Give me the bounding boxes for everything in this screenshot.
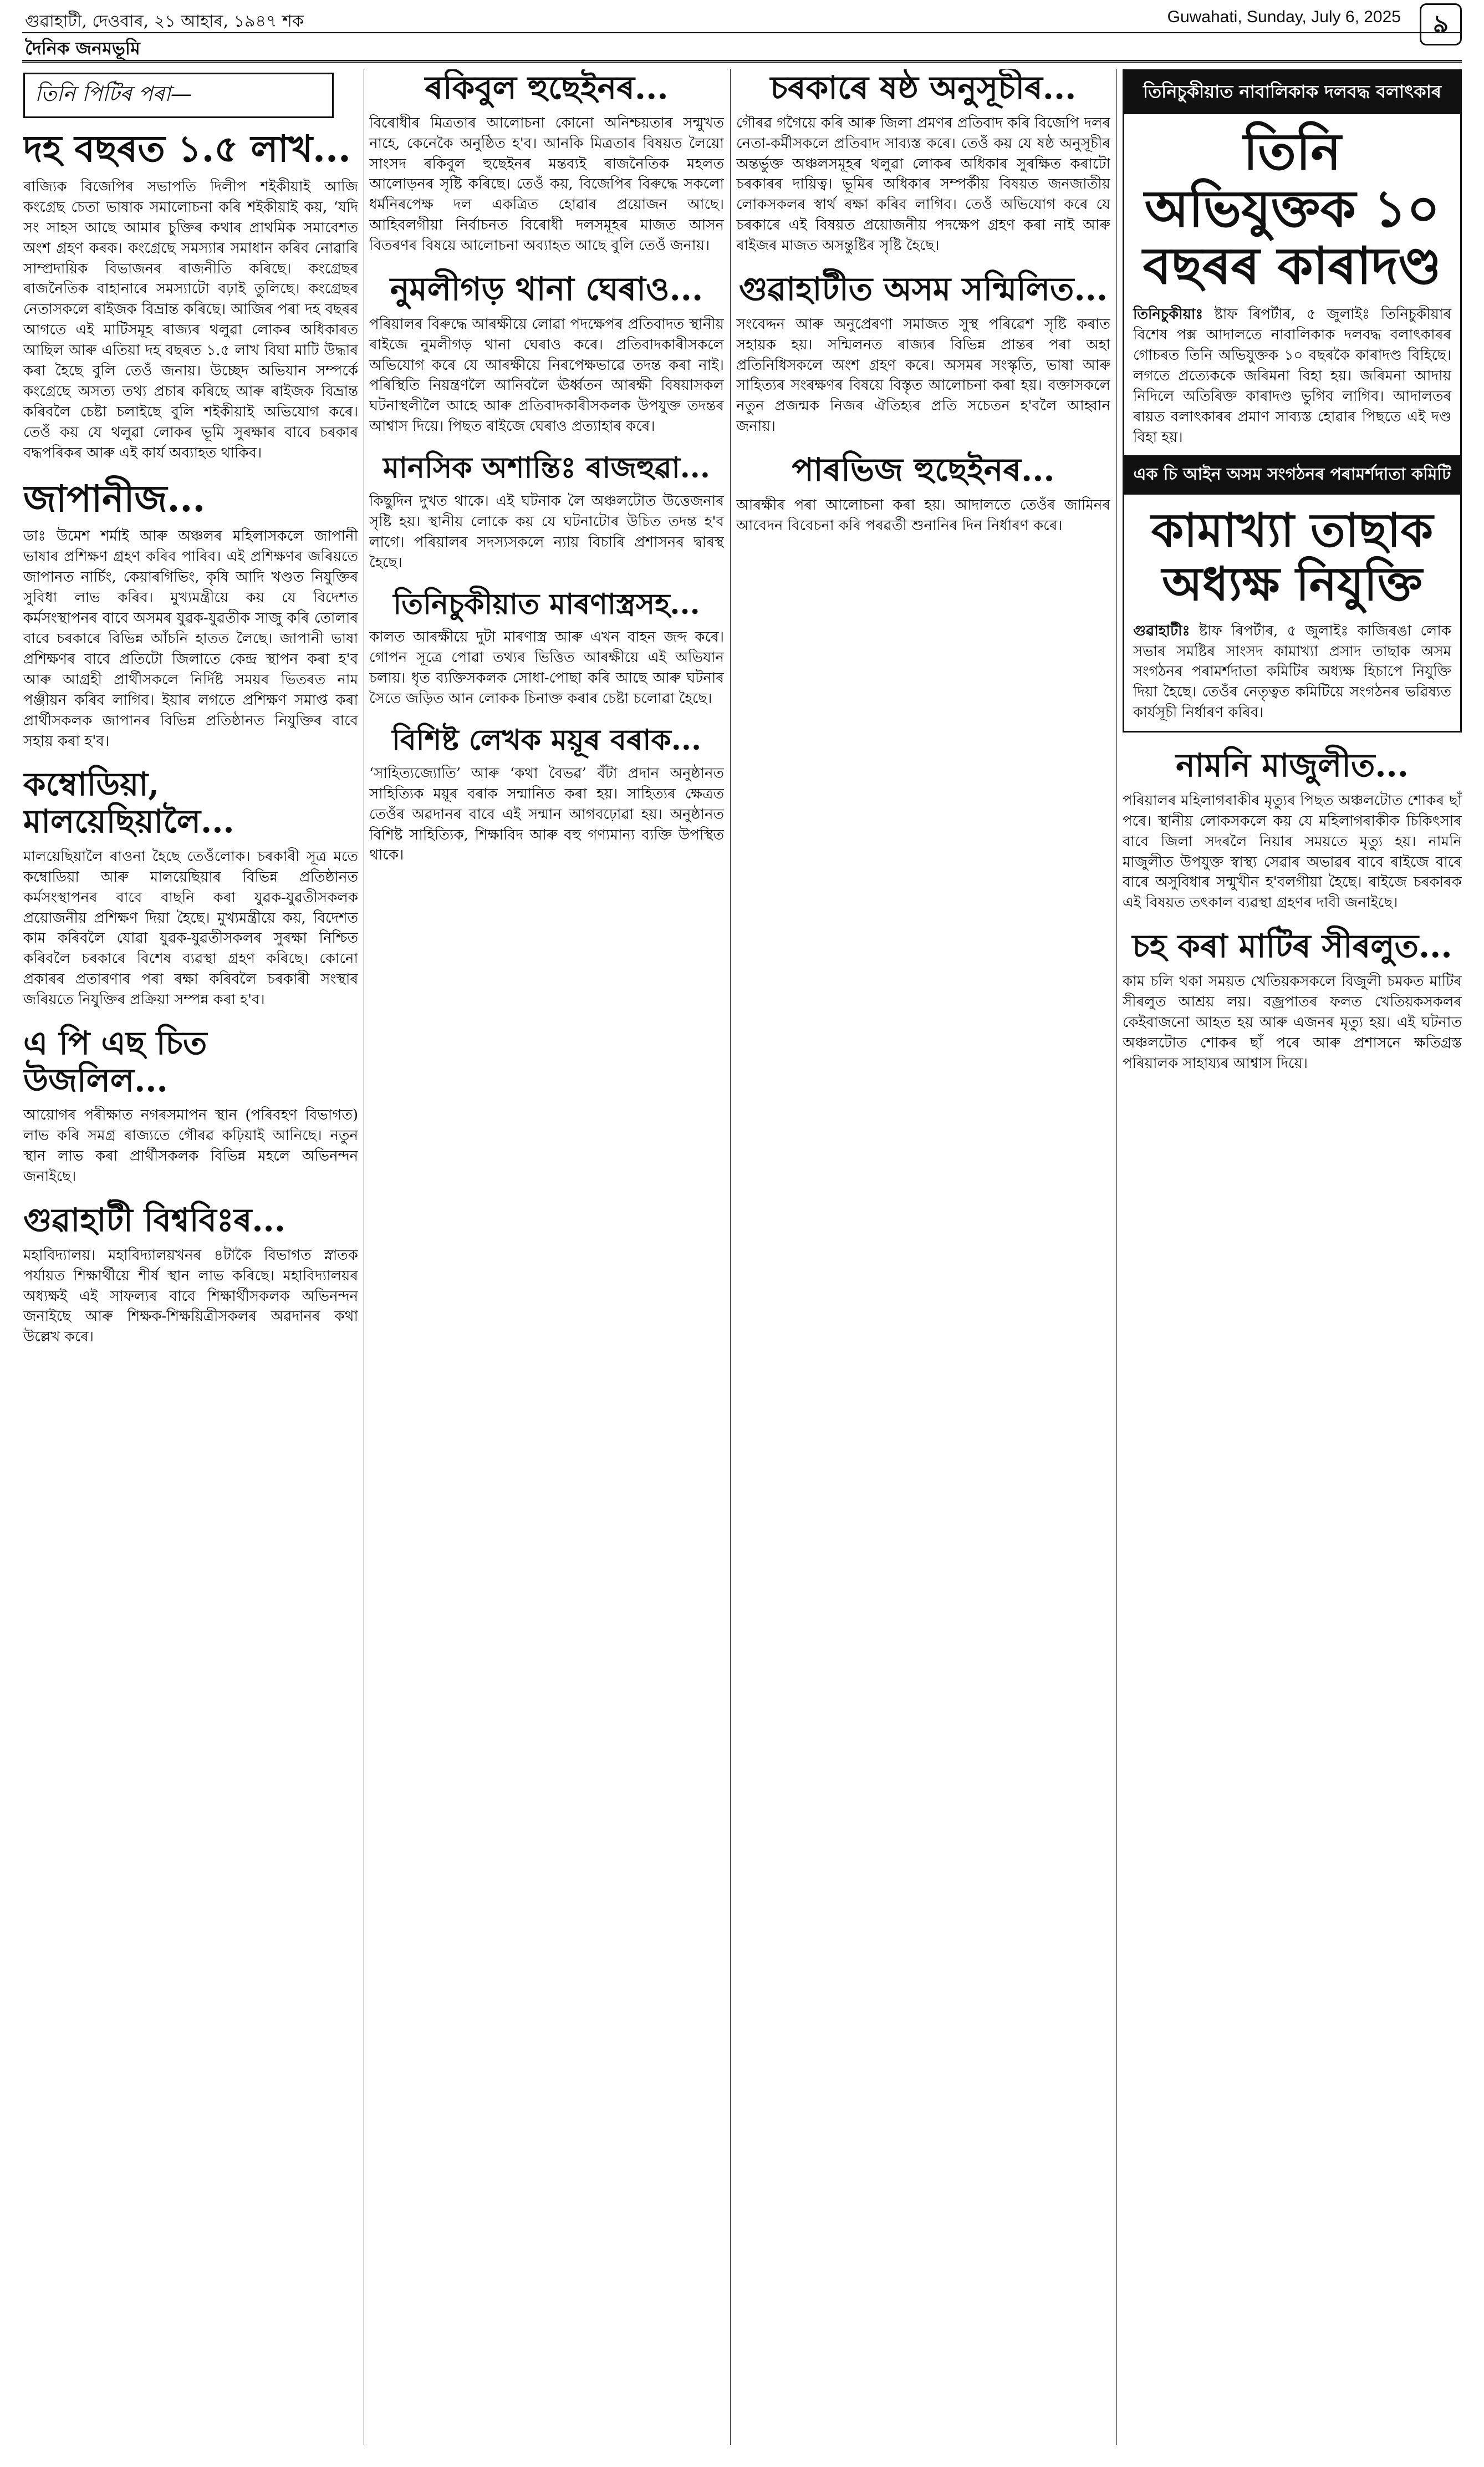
column-3 [736,69,1110,2445]
headline: এ পি এছ চিত উজলিল... [23,1024,207,1099]
page-header [0,0,1484,67]
column-divider [730,69,731,2445]
article-body: সংবেদ্দন আৰু অনুপ্ৰেৰণা সমাজত সুস্থ পৰিৱেশ সৃষ্টি কৰাত সহায়ক হয়। সন্মিলনত ৰাজ্যৰ বিভিন্ন প্ৰান্তৰ পৰা অহা প্ৰতিনিধিসকলে অংশ গ্ৰহণ কৰে। অসমৰ সংস্কৃতি, ভাষা আৰু সাহিত্যৰ সংৰক্ষণৰ বিষয়ে বিস্তৃত আলোচনা কৰা হয়। বক্তাসকলে নতুন প্ৰজন্মক নিজৰ ঐতিহ্যৰ প্ৰতি সচেতন হ'বলৈ আহ্বান জনায়। [736,316,1110,435]
article-body: বিৰোধীৰ মিত্ৰতাৰ আলোচনা কোনো অনিশ্চয়তাৰ সন্মুখত নাহে, কেনেকৈ অনুষ্ঠিত হ'ব। আনকি মিত্ৰতাৰ বিষয়ত লৈয়ো সাংসদ ৰকিবুল হুছেইনৰ মন্তব্যই ৰাজনৈতিক মহলত আলোড়নৰ সৃষ্টি কৰিছে। তেওঁ কয়, বিজেপিৰ বিৰুদ্ধে সকলো ধৰ্মনিৰপেক্ষ দল একত্ৰিত হোৱাৰ প্ৰয়োজন আছে। আহিবলগীয়া নিৰ্বাচনত বিৰোধী দলসমূহৰ মাজত আসন বিতৰণৰ বিষয়ে আলোচনা অব্যাহত আছে বুলি তেওঁ জনায়। [369,114,724,255]
headline: গুৱাহাটী বিশ্ববিঃৰ... [23,1201,285,1239]
article-body: আয়োগৰ পৰীক্ষাত নগৰসমাপন স্থান (পৰিবহণ বিভাগত) লাভ কৰি সমগ্ৰ ৰাজ্যতে গৌৰৱ কঢ়িয়াই আনিছে। নতুন স্থান লাভ কৰা প্ৰাৰ্থীসকলক বিভিন্ন মহলে অভিনন্দন জনাইছে। [23,1107,358,1186]
article-sixth-schedule [736,69,1110,256]
headline: চহ কৰা মাটিৰ সীৰলুত... [1132,927,1452,965]
article-body: পৰিয়ালৰ মহিলাগৰাকীৰ মৃত্যুৰ পিছত অঞ্চলটোত শোকৰ ছাঁ পৰে। স্থানীয় লোকসকলে কয় যে মহিলাগৰাকীক চিকিৎসাৰ বাবে জিলা সদৰলৈ নিয়াৰ সময়তে মৃত্যু হয়। নামনি মাজুলীত উপযুক্ত স্বাস্থ্য সেৱাৰ অভাৱৰ বাবে ৰাইজে বাৰে বাৰে অসুবিধাৰ সন্মুখীন হ'বলগীয়া হৈছে। ৰাইজে চৰকাৰক এই বিষয়ত তৎকাল ব্যৱস্থা গ্ৰহণৰ দাবী জনাইছে। [1123,792,1462,912]
article-gauhati-university [23,1202,358,1347]
box-strapline: তিনিচুকীয়াত নাবালিকাক দলবদ্ধ বলাৎকাৰ [1124,71,1460,114]
article-body: ৰাজ্যিক বিজেপিৰ সভাপতি দিলীপ শইকীয়াই আজি কংগ্ৰেছ চেতা ভাষাক সমালোচনা কৰি শইকীয়াই কয়, ‘যদি সং সাহস আছে আমাৰ চুক্তিৰ কথাৰ প্ৰাথমিক সমাবেশত অংশ গ্ৰহণ কৰক। কংগ্ৰেছে সমস্যাৰ সমাধান কৰিব নোৱাৰি সাম্প্ৰদায়িক বিভাজনৰ ৰাজনীতি কৰিছে। কংগ্ৰেছৰ ৰাজনৈতিক বাহানাৰে সমস্যাটো বঢ়াই তুলিছে। কংগ্ৰেছৰ নেতাসকলে ৰাইজক বিভ্ৰান্ত কৰিছে। আজিৰ পৰা দহ বছৰৰ আগতে এই মাটিসমূহ ৰাজ্যৰ থলুৱা লোকৰ অধিকাৰত আছিল আৰু এতিয়া দহ বছৰত ১.৫ লাখ বিঘা মাটি উদ্ধাৰ কৰা হৈছে বুলি তেওঁ জনায়। উচ্ছেদ অভিযান সম্পৰ্কে কংগ্ৰেছে অসত্য তথ্য প্ৰচাৰ কৰিছে আৰু ৰাইজক বিভ্ৰান্ত কৰিবলৈ চেষ্টা চলাইছে বুলি শইকীয়াই অভিযোগ কৰে। তেওঁ কয় যে থলুৱা লোকৰ ভূমি সুৰক্ষাৰ বাবে চৰকাৰ বদ্ধপৰিকৰ আৰু এই কাৰ্য অব্যাহত থাকিব। [23,178,358,461]
column-4 [1123,69,1462,2445]
headline: দহ বছৰত ১.৫ লাখ... [23,127,351,170]
article-body: কালত আৰক্ষীয়ে দুটা মাৰণাস্ত্ৰ আৰু এখন বাহন জব্দ কৰে। গোপন সূত্ৰে পোৱা তথ্যৰ ভিত্তিত আৰক্ষীয়ে এই অভিযান চলায়। ধৃত ব্যক্তিসকলক সোধা-পোছা কৰি আছে আৰু ঘটনাৰ সৈতে জড়িত আন লোকক চিনাক্ত কৰাৰ চেষ্টা চলোৱা হৈছে। [369,629,724,708]
article-body: কাম চলি থকা সময়ত খেতিয়কসকলে বিজুলী চমকত মাটিৰ সীৰলুত আশ্ৰয় লয়। বজ্ৰপাতৰ ফলত খেতিয়কসকলৰ কেইবাজনো আহত হয় আৰু এজনৰ মৃত্যু হয়। এই ঘটনাত অঞ্চলটোত শোকৰ ছাঁ পৰে আৰু প্ৰশাসনে ক্ষতিগ্ৰস্ত পৰিয়ালক সাহায্যৰ আশ্বাস দিয়ে। [1123,973,1462,1072]
headline: গুৱাহাটীত অসম সন্মিলিত... [738,270,1108,308]
article-lower-majuli [1123,747,1462,913]
dateline-assamese: গুৱাহাটী, দেওবাৰ, ২১ আহাৰ, ১৯৪৭ শক [25,12,304,31]
headline: নামনি মাজুলীত... [1176,746,1409,785]
headline: বিশিষ্ট লেখক ময়ূৰ বৰাক... [391,723,702,757]
article-parvez-hussain [736,451,1110,536]
article-body: ‘সাহিত্যজ্যোতি’ আৰু ‘কথা বৈভৱ’ বঁটা প্ৰদান অনুষ্ঠানত সাহিত্যিক ময়ূৰ বৰাক সন্মানিত কৰা হয়। সাহিত্যৰ ক্ষেত্ৰত তেওঁৰ অৱদানৰ বাবে এই সন্মান আগবঢ়োৱা হয়। অনুষ্ঠানত বিশিষ্ট সাহিত্যিক, শিক্ষাবিদ আৰু বহু গণ্যমান্য ব্যক্তি উপস্থিত থাকে। [369,765,724,864]
headline: জাপানীজ... [23,476,206,520]
article-writer-mayur-bora [369,724,724,866]
box-body [1133,304,1451,447]
column-divider [1116,69,1117,2445]
headline: মানসিক অশান্তিঃ ৰাজহুৱা... [383,451,711,485]
header-rule [22,32,1462,33]
headline: চৰকাৰে ষষ্ঠ অনুসূচীৰ... [770,69,1077,106]
article-cambodia-malaysia [23,766,358,1010]
box-body [1133,621,1451,724]
headline: কম্বোডিয়া, মালয়েছিয়ালৈ... [23,765,234,841]
page-number: ৯ [1420,3,1462,45]
box-body-text: ষ্টাফ ৰিপৰ্টাৰ, ৫ জুলাইঃ কাজিৰঙা লোক সভাৰ সমষ্টিৰ সাংসদ কামাখ্যা প্ৰসাদ তাছাক অসম সংগঠনৰ পৰামৰ্শদাতা কমিটিৰ অধ্যক্ষ হিচাপে নিযুক্তি দিয়া হৈছে। তেওঁৰ নেতৃত্বত কমিটিয়ে সংগঠনৰ ভৱিষ্যত কাৰ্যসূচী নিৰ্ধাৰণ কৰিব। [1133,622,1451,721]
box-headline: কামাখ্যা তাছাক অধ্যক্ষ নিযুক্তি [1151,502,1434,612]
column-1 [23,69,358,2445]
dateline-lead: তিনিচুকীয়াঃ [1133,306,1203,323]
article-lightning-field [1123,928,1462,1074]
article-body: মালয়েছিয়ালৈ ৰাওনা হৈছে তেওঁলোক। চৰকাৰী সূত্ৰ মতে কম্বোডিয়া আৰু মালয়েছিয়াৰ বিভিন্ন প্ৰতিষ্ঠানত কৰ্মসংস্থাপনৰ বাবে বাছনি কৰা যুৱক-যুৱতীসকলক প্ৰয়োজনীয় প্ৰশিক্ষণ দিয়া হৈছে। মুখ্যমন্ত্ৰীয়ে কয়, বিদেশত কাম কৰিবলৈ যোৱা যুৱক-যুৱতীসকলৰ সুৰক্ষা নিশ্চিত কৰিবলৈ চৰকাৰে বিশেষ ব্যৱস্থা গ্ৰহণ কৰিছে। কোনো প্ৰকাৰৰ প্ৰতাৰণাৰ পৰা ৰক্ষা কৰিবলৈ চৰকাৰী সংস্থাৰ জৰিয়তে নিযুক্তিৰ প্ৰক্ৰিয়া সম্পন্ন কৰা হ'ব। [23,848,358,1009]
article-body: পৰিয়ালৰ বিৰুদ্ধে আৰক্ষীয়ে লোৱা পদক্ষেপৰ প্ৰতিবাদত স্থানীয় ৰাইজে নুমলীগড় থানা ঘেৰাও কৰে। প্ৰতিবাদকাৰীসকলে অভিযোগ কৰে যে আৰক্ষীয়ে নিৰপেক্ষভাৱে তদন্ত কৰা নাই। পৰিস্থিতি নিয়ন্ত্ৰণলৈ আনিবলৈ ঊৰ্ধ্বতন আৰক্ষী বিষয়াসকল ঘটনাস্থলীলৈ আহে আৰু প্ৰতিবাদকাৰীসকলক উপযুক্ত তদন্তৰ আশ্বাস দিয়ে। পিছত ৰাইজে ঘেৰাও প্ৰত্যাহাৰ কৰে। [369,316,724,435]
article-numaligarh-gherao [369,271,724,437]
article-land-recovery [23,128,358,464]
article-aps-exam [23,1025,358,1187]
box-headline: তিনি অভিযুক্তক ১০ বছৰৰ কাৰাদণ্ড [1143,121,1442,296]
dateline-lead: গুৱাহাটীঃ [1133,622,1190,639]
column-2 [369,69,724,2445]
article-body: ডাঃ উমেশ শৰ্মাই আৰু অঞ্চলৰ মহিলাসকলে জাপানী ভাষাৰ প্ৰশিক্ষণ গ্ৰহণ কৰিব পাৰিব। এই প্ৰশিক্ষণৰ জৰিয়তে জাপানত নাৰ্চিং, কেয়াৰগিভিং, কৃষি আদি খণ্ডত নিযুক্তিৰ সুবিধা লাভ কৰিব। মুখ্যমন্ত্ৰীয়ে কয় যে বিদেশত কৰ্মসংস্থাপনৰ বাবে অসমৰ যুৱক-যুৱতীক সাজু কৰি তোলাৰ বাবে চৰকাৰে বিভিন্ন আঁচনি হাতত লৈছে। জাপানী ভাষা প্ৰশিক্ষণৰ বাবে প্ৰতিটো জিলাতে কেন্দ্ৰ স্থাপন কৰা হ'ব আৰু আগ্ৰহী প্ৰাৰ্থীসকলে নিৰ্দিষ্ট সময়ৰ ভিতৰত নাম পঞ্জীয়ন কৰিব লাগিব। ইয়াৰ লগতে প্ৰশিক্ষণ সমাপ্ত কৰা প্ৰাৰ্থীসকলক জাপানৰ বিভিন্ন প্ৰতিষ্ঠানত নিযুক্তিৰ বাবে সহায় কৰা হ'ব। [23,528,358,750]
section-kicker: তিনি পিটিৰ পৰা— [23,73,334,118]
box-body-text: ষ্টাফ ৰিপৰ্টাৰ, ৫ জুলাইঃ তিনিচুকীয়াৰ বিশেষ পক্স আদালতে নাবালিকাক দলবদ্ধ বলাৎকাৰৰ গোচৰত তিনি অভিযুক্তক ১০ বছৰকৈ কাৰাদণ্ড বিহিছে। লগতে প্ৰত্যেককে জৰিমনা বিহা হয়। জৰিমনা আদায় নিদিলে অতিৰিক্ত কাৰাদণ্ড ভুগিব লাগিব। আদালতৰ ৰায়ত বলাৎকাৰৰ প্ৰমাণ সাব্যস্ত হোৱাৰ পিছতে এই দণ্ড বিহা হয়। [1133,306,1451,446]
article-body: কিছুদিন দুখত থাকে। এই ঘটনাক লৈ অঞ্চলটোত উত্তেজনাৰ সৃষ্টি হয়। স্থানীয় লোকে কয় যে ঘটনাটোৰ উচিত তদন্ত হ'ব লাগে। পৰিয়ালৰ সদস্যসকলে ন্যায় বিচাৰি প্ৰশাসনৰ দ্বাৰস্থ হৈছে। [369,492,724,571]
header-double-rule [22,60,1462,63]
headline: ৰকিবুল হুছেইনৰ... [425,69,669,106]
article-body: গৌৰৱ গগৈয়ে কৰি আৰু জিলা প্ৰমণৰ প্ৰতিবাদ কৰি বিজেপি দলৰ নেতা-কৰ্মীসকলে প্ৰতিবাদ সাব্যস্ত কৰে। তেওঁ কয় যে ষষ্ঠ অনুসূচীৰ অন্তৰ্ভুক্ত অঞ্চলসমূহৰ থলুৱা লোকৰ অধিকাৰ সুৰক্ষিত কৰাটো চৰকাৰৰ দায়িত্ব। ভূমিৰ অধিকাৰ সম্পৰ্কীয় বিষয়ত জনজাতীয় লোকসকলৰ স্বাৰ্থ ৰক্ষা কৰিব লাগিব। তেওঁ অভিযোগ কৰে যে চৰকাৰে এই বিষয়ত প্ৰয়োজনীয় পদক্ষেপ গ্ৰহণ কৰা নাই আৰু ৰাইজৰ মাজত অসন্তুষ্টিৰ সৃষ্টি হৈছে। [736,114,1110,255]
article-mental-distress [369,451,724,573]
headline: পাৰভিজ হুছেইনৰ... [792,451,1055,489]
article-rakibul-hussain [369,69,724,256]
paper-name: দৈনিক জনমভূমি [25,38,140,59]
headline: নুমলীগড় থানা ঘেৰাও... [390,270,703,308]
article-tinsukia-weapons [369,588,724,709]
headline: তিনিচুকীয়াত মাৰণাস্ত্ৰসহ... [393,587,700,621]
article-assam-conference [736,271,1110,437]
boxed-story-verdict [1123,69,1462,733]
article-body: আৰক্ষীৰ পৰা আলোচনা কৰা হয়। আদালতে তেওঁৰ জামিনৰ আবেদন বিবেচনা কৰি পৰৱৰ্তী শুনানিৰ দিন নিৰ্ধাৰণ কৰে। [736,496,1110,534]
article-body: মহাবিদ্যালয়। মহাবিদ্যালয়খনৰ ৪টাকৈ বিভাগত স্নাতক পৰ্যায়ত শিক্ষাৰ্থীয়ে শীৰ্ষ স্থান লাভ কৰিছে। মহাবিদ্যালয়ৰ অধ্যক্ষই এই সাফল্যৰ বাবে শিক্ষাৰ্থীসকলক অভিনন্দন জনাইছে আৰু শিক্ষক-শিক্ষয়িত্ৰীসকলৰ অৱদানৰ কথা উল্লেখ কৰে। [23,1247,358,1346]
box-strapline: এক চি আইন অসম সংগঠনৰ পৰামৰ্শদাতা কমিটি [1124,455,1460,495]
article-japanese [23,478,358,752]
dateline-english: Guwahati, Sunday, July 6, 2025 [1167,8,1401,26]
